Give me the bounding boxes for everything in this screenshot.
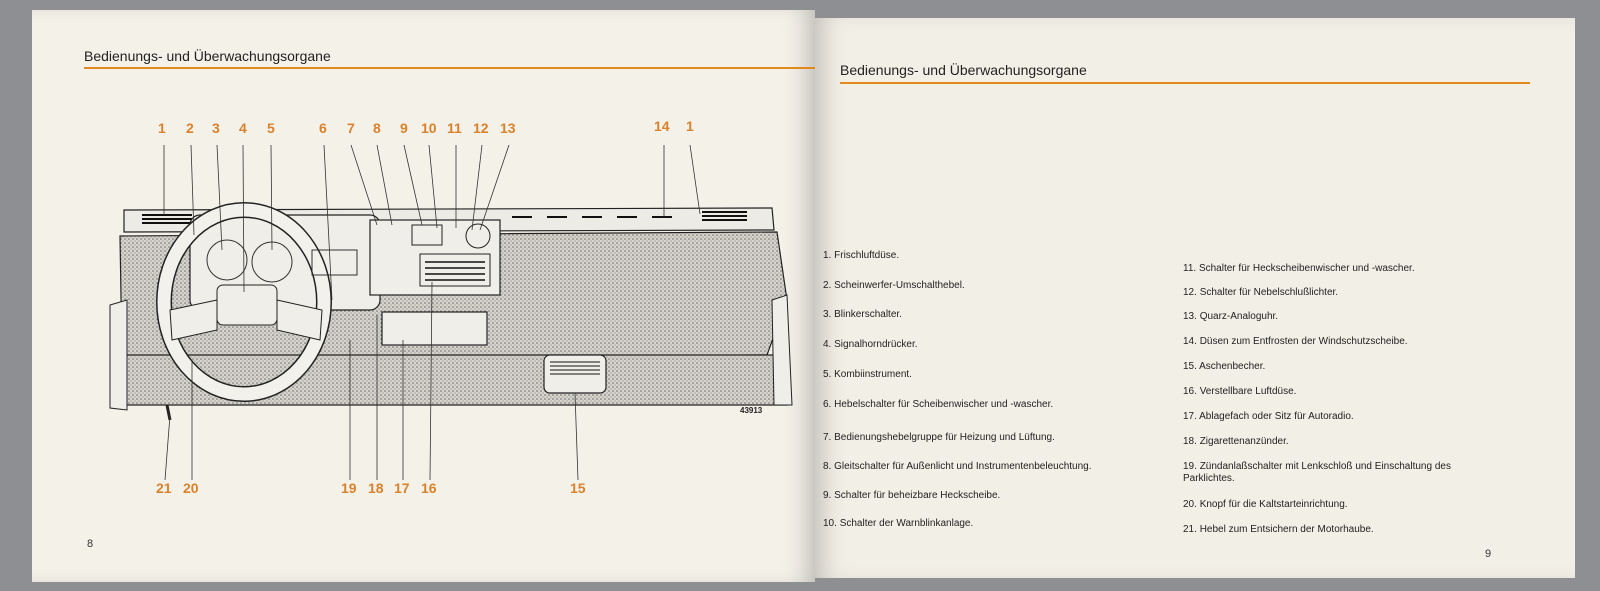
list-item-number: 18.: [1183, 436, 1197, 447]
list-item-text: Schalter der Warnblinkanlage.: [839, 518, 974, 529]
list-item: [823, 461, 1163, 473]
callout-top-6: 6: [319, 120, 327, 136]
list-item-number: 3.: [823, 309, 832, 320]
list-item-text: Scheinwerfer-Umschalthebel.: [834, 280, 965, 291]
list-item: [823, 518, 1163, 530]
list-item: [1183, 336, 1493, 348]
list-item: [1183, 263, 1493, 275]
callout-top-7: 7: [347, 120, 355, 136]
list-item-text: Hebel zum Entsichern der Motorhaube.: [1199, 524, 1374, 535]
callout-bottom-19: 19: [341, 480, 357, 496]
list-item: [1183, 499, 1493, 511]
callout-top-10: 10: [421, 120, 437, 136]
callout-bottom-15: 15: [570, 480, 586, 496]
list-item: [1183, 361, 1493, 373]
list-item-text: Knopf für die Kaltstarteinrichtung.: [1199, 499, 1348, 510]
list-item-text: Quarz-Analoguhr.: [1199, 311, 1279, 322]
callout-top-13: 13: [500, 120, 516, 136]
callout-top-8: 8: [373, 120, 381, 136]
list-item: [823, 280, 1163, 292]
callout-top-1b: 1: [686, 118, 694, 134]
callout-bottom-20: 20: [183, 480, 199, 496]
callout-top-5: 5: [267, 120, 275, 136]
list-item-number: 11.: [1183, 263, 1197, 274]
list-item-text: Zündanlaßschalter mit Lenkschloß und Einschaltung des Parklichtes.: [1183, 461, 1451, 484]
list-item: [823, 490, 1163, 502]
list-item-number: 20.: [1183, 499, 1197, 510]
figure-number: 43913: [740, 406, 763, 415]
callout-bottom-16: 16: [421, 480, 437, 496]
right-page: [815, 18, 1575, 578]
callout-top-3: 3: [212, 120, 220, 136]
list-item-number: 9.: [823, 490, 832, 501]
page-title-right: Bedienungs- und Überwachungsorgane: [840, 62, 1087, 78]
list-item-number: 17.: [1183, 411, 1197, 422]
list-item-text: Frischluftdüse.: [834, 250, 900, 261]
callout-top-14: 14: [654, 118, 670, 134]
list-item-number: 8.: [823, 461, 832, 472]
list-item: [823, 432, 1163, 444]
list-item-number: 10.: [823, 518, 837, 529]
list-item-text: Bedienungshebelgruppe für Heizung und Lüftung.: [834, 432, 1055, 443]
callout-top-4: 4: [239, 120, 247, 136]
callout-bottom-17: 17: [394, 480, 410, 496]
list-item-number: 15.: [1183, 361, 1197, 372]
list-item-number: 14.: [1183, 336, 1197, 347]
list-item-text: Schalter für beheizbare Heckscheibe.: [834, 490, 1001, 501]
list-item-text: Ablagefach oder Sitz für Autoradio.: [1199, 411, 1354, 422]
list-item-number: 16.: [1183, 386, 1197, 397]
list-item-number: 2.: [823, 280, 832, 291]
list-item-text: Hebelschalter für Scheibenwischer und -wascher.: [834, 399, 1054, 410]
list-item: [823, 369, 1163, 381]
list-item-text: Düsen zum Entfrosten der Windschutzscheibe.: [1199, 336, 1408, 347]
list-item-number: 12.: [1183, 287, 1197, 298]
list-item-text: Blinkerschalter.: [834, 309, 902, 320]
list-item-number: 6.: [823, 399, 832, 410]
list-item-text: Schalter für Nebelschlußlichter.: [1199, 287, 1339, 298]
list-item-number: 1.: [823, 250, 832, 261]
callout-top-11: 11: [447, 120, 462, 136]
list-item-text: Verstellbare Luftdüse.: [1199, 386, 1297, 397]
list-item-number: 13.: [1183, 311, 1197, 322]
list-item-number: 7.: [823, 432, 832, 443]
page-number-left: 8: [87, 538, 94, 550]
callout-bottom-21: 21: [156, 480, 172, 496]
list-item: [823, 339, 1163, 351]
list-item-text: Zigarettenanzünder.: [1199, 436, 1289, 447]
callout-bottom-18: 18: [368, 480, 384, 496]
page-number-right: 9: [1485, 548, 1492, 560]
list-item-number: 19.: [1183, 461, 1197, 472]
list-item-text: Schalter für Heckscheibenwischer und -wascher.: [1198, 263, 1415, 274]
left-page: [32, 10, 815, 582]
list-item: [1183, 524, 1493, 536]
callout-top-1: 1: [158, 120, 166, 136]
list-item: [1183, 436, 1493, 448]
list-item-text: Signalhorndrücker.: [834, 339, 918, 350]
page-title-left: Bedienungs- und Überwachungsorgane: [84, 48, 331, 64]
callout-top-12: 12: [473, 120, 489, 136]
list-item: [1183, 386, 1493, 398]
list-item-text: Aschenbecher.: [1199, 361, 1266, 372]
list-item: [1183, 411, 1493, 423]
list-item: [1183, 461, 1493, 485]
dashboard-illustration: [32, 10, 815, 582]
heading-rule-right: [840, 82, 1530, 84]
list-item: [823, 250, 1163, 262]
list-item-number: 5.: [823, 369, 832, 380]
list-item-text: Kombiinstrument.: [834, 369, 912, 380]
list-item-number: 4.: [823, 339, 832, 350]
callout-top-2: 2: [186, 120, 194, 136]
list-item: [1183, 287, 1493, 299]
list-item: [823, 399, 1163, 411]
list-item: [1183, 311, 1493, 323]
list-item-number: 21.: [1183, 524, 1197, 535]
callout-top-9: 9: [400, 120, 408, 136]
list-item-text: Gleitschalter für Außenlicht und Instrumentenbeleuchtung.: [834, 461, 1092, 472]
list-item: [823, 309, 1163, 321]
